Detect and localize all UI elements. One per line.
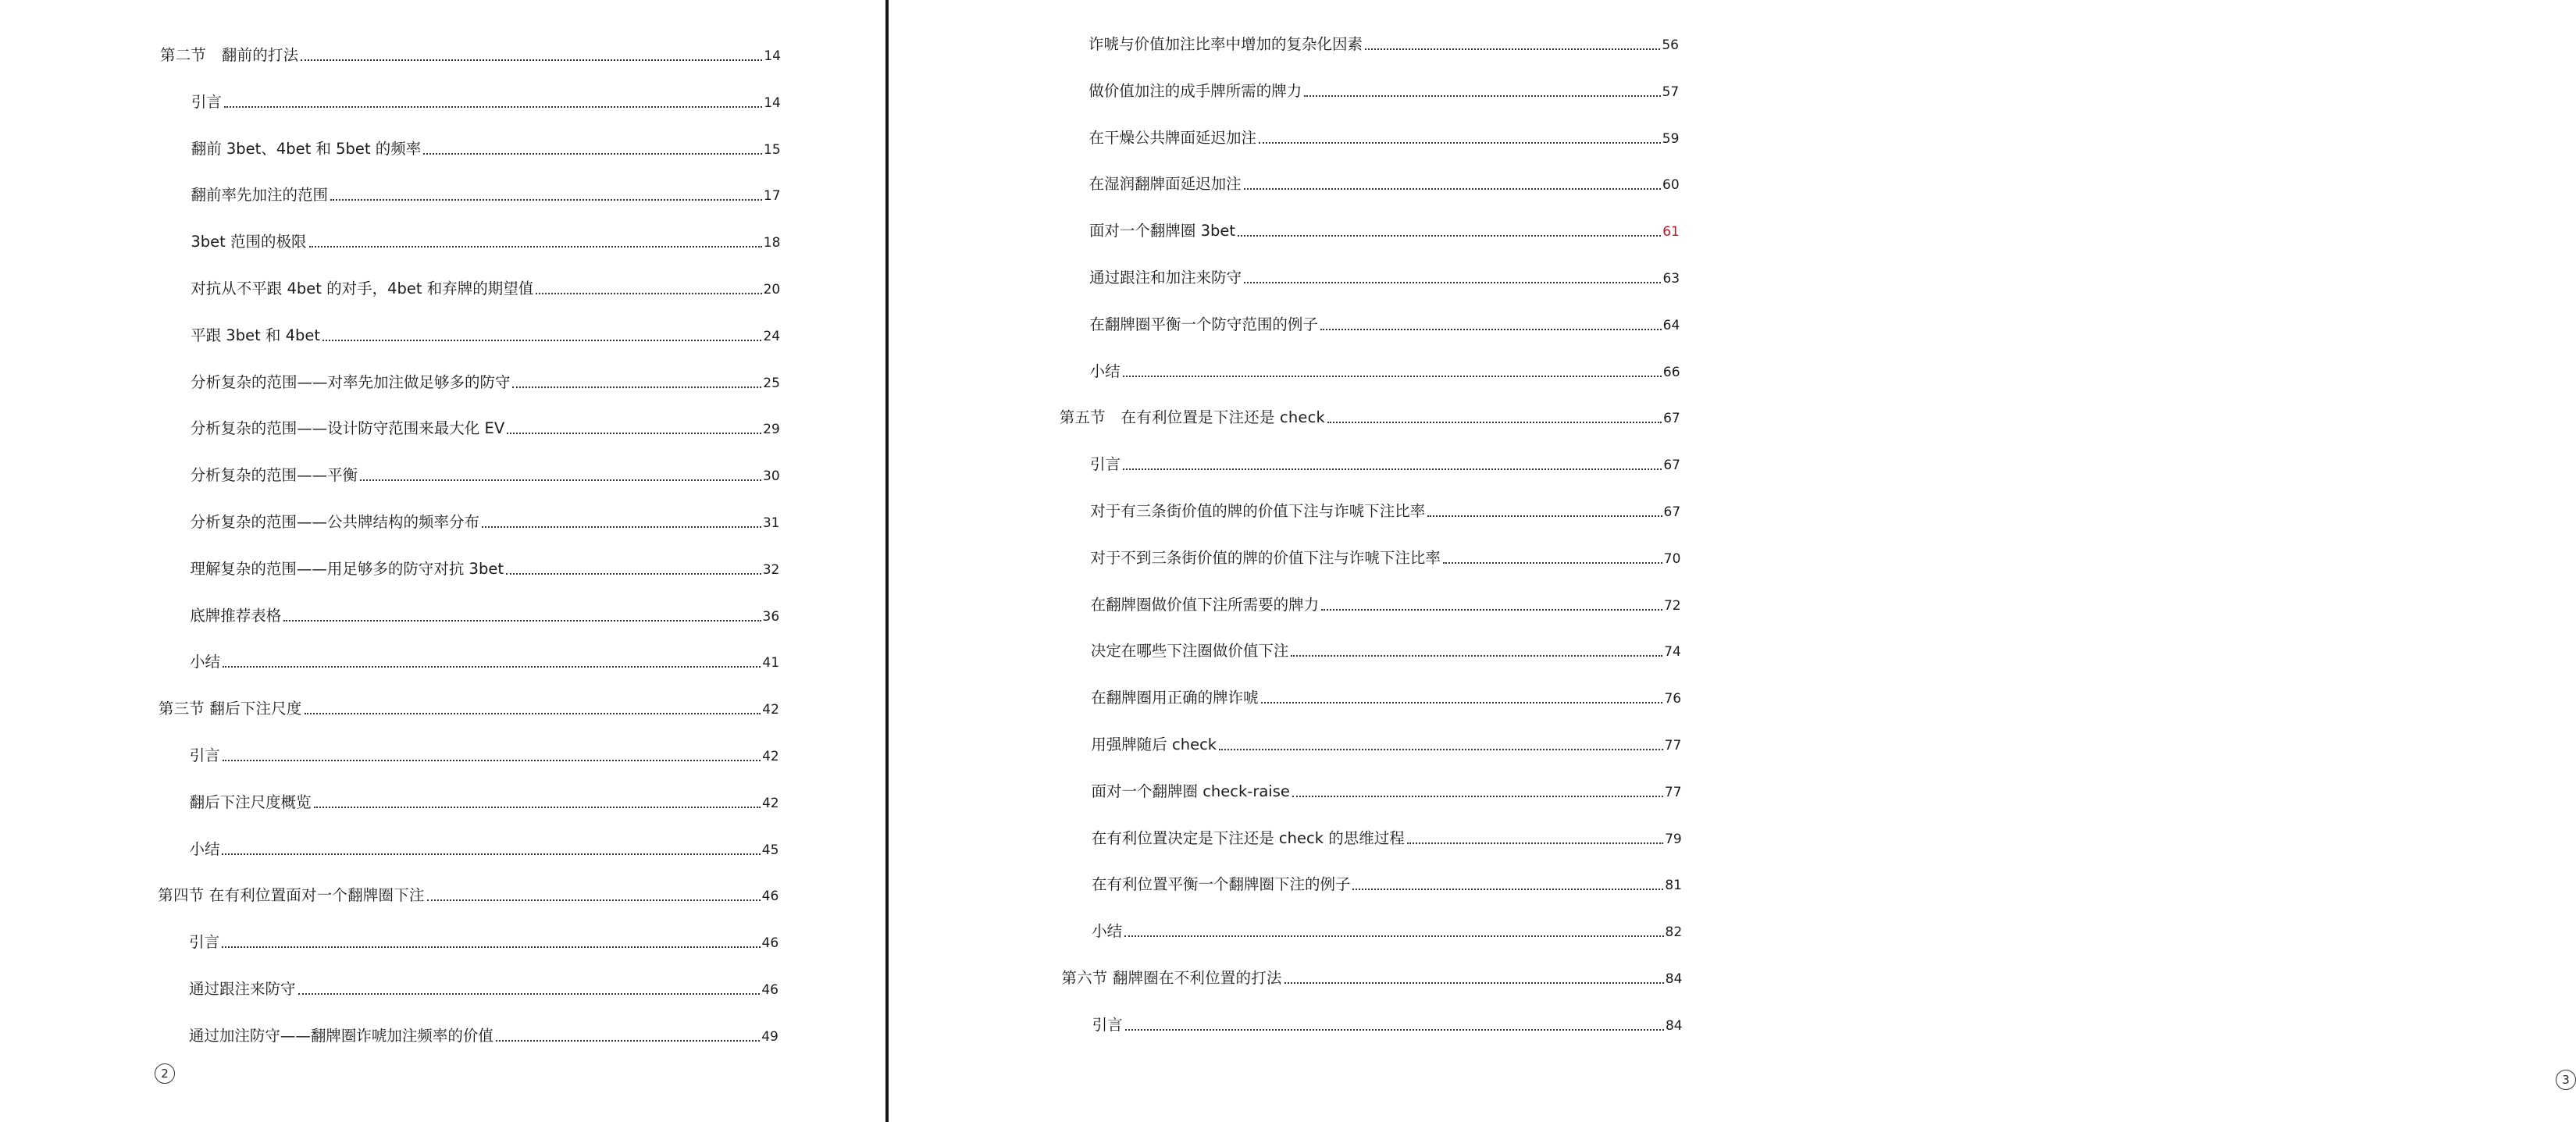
- toc-entry: [191, 512, 780, 533]
- toc-entry-title: 对抗从不平跟 4bet 的对手，4bet 和弃牌的期望值: [191, 280, 534, 297]
- dot-leader: [1124, 935, 1663, 937]
- toc-page-number: 77: [1664, 784, 1682, 800]
- toc-entry: [189, 932, 779, 953]
- dot-leader: [360, 479, 761, 481]
- toc-page-number: 77: [1664, 738, 1682, 753]
- toc-entry-title: 翻前率先加注的范围: [191, 186, 329, 205]
- toc-entry: [1090, 501, 1680, 522]
- toc-entry-title: 翻前 3bet、4bet 和 5bet 的频率: [191, 139, 422, 158]
- toc-page-number: 59: [1662, 130, 1680, 147]
- toc-page-number: 66: [1662, 364, 1680, 380]
- dot-leader: [1352, 889, 1663, 890]
- toc-page-number: 36: [762, 608, 780, 625]
- toc-page-number: 46: [761, 889, 779, 905]
- toc-page-number: 42: [761, 795, 779, 811]
- toc-entry: [1092, 828, 1682, 849]
- dot-leader: [1123, 468, 1662, 470]
- toc-page-number: 49: [761, 1028, 779, 1045]
- toc-page-number: 67: [1663, 458, 1680, 474]
- toc-page-number: 45: [761, 842, 779, 858]
- toc-entry: [191, 279, 780, 299]
- toc-entry-title: 底牌推荐表格: [190, 606, 282, 625]
- toc-entry-title: 小结: [190, 653, 221, 671]
- toc-entry-title: 第四节 在有利位置面对一个翻牌圈下注: [158, 886, 425, 905]
- toc-entry-title: 在翻牌圈做价值下注所需要的牌力: [1090, 595, 1320, 614]
- dot-leader: [506, 573, 761, 575]
- page-number-left: 2: [155, 1063, 175, 1084]
- toc-page-number: 46: [761, 982, 779, 998]
- toc-page-number: 67: [1663, 504, 1681, 520]
- toc-entry-title: 在有利位置决定是下注还是 check 的思维过程: [1091, 828, 1405, 847]
- toc-entry: [1092, 921, 1682, 942]
- toc-page-number: 70: [1663, 550, 1681, 567]
- toc-entry: [1089, 174, 1680, 194]
- toc-section-heading: [1060, 408, 1680, 428]
- toc-page-number: 42: [762, 702, 779, 718]
- dot-leader: [1244, 282, 1661, 283]
- toc-page-number: 30: [763, 468, 780, 485]
- toc-entry-title: 引言: [189, 933, 220, 952]
- dot-leader: [1320, 329, 1662, 330]
- toc-page-number: 18: [763, 235, 781, 251]
- toc-entry-title: 对于有三条街价值的牌的价值下注与诈唬下注比率: [1090, 502, 1426, 520]
- toc-page-number: 14: [764, 94, 781, 111]
- toc-entry-title: 第六节 翻牌圈在不利位置的打法: [1061, 969, 1282, 987]
- toc-entry-title: 引言: [1089, 455, 1121, 474]
- toc-list-left: [0, 0, 885, 1122]
- toc-entry: [1088, 81, 1679, 102]
- toc-entry: [1090, 362, 1680, 382]
- toc-section-heading: [158, 885, 779, 906]
- toc-page-number: 32: [762, 561, 780, 578]
- toc-entry-title: 做价值加注的成手牌所需的牌力: [1088, 81, 1302, 100]
- toc-list-right: [889, 0, 1773, 1122]
- toc-page-number: 57: [1662, 84, 1680, 100]
- toc-entry: [1088, 34, 1679, 55]
- toc-entry: [190, 559, 779, 579]
- dot-leader: [1291, 655, 1662, 657]
- dot-leader: [1219, 749, 1663, 750]
- toc-page-number: 81: [1665, 878, 1682, 894]
- toc-entry-title: 第三节 翻后下注尺度: [158, 700, 302, 718]
- toc-page-number: 17: [763, 188, 781, 205]
- toc-entry-title: 小结: [1089, 362, 1121, 380]
- toc-page-number: 79: [1665, 831, 1682, 847]
- dot-leader: [1238, 235, 1661, 237]
- right-page: [889, 0, 2570, 1122]
- dot-leader: [1443, 562, 1662, 564]
- toc-entry-title: 第二节 翻前的打法: [160, 46, 299, 64]
- toc-entry-title: 理解复杂的范围——用足够多的防守对抗 3bet: [190, 559, 504, 578]
- toc-entry: [191, 139, 781, 159]
- dot-leader: [423, 153, 762, 155]
- toc-entry: [189, 979, 779, 999]
- toc-entry-title: 对于不到三条街价值的牌的价值下注与诈唬下注比率: [1090, 548, 1441, 567]
- toc-page-number: 82: [1665, 924, 1683, 941]
- toc-page-number: 63: [1662, 271, 1680, 287]
- dot-leader: [223, 666, 761, 668]
- dot-leader: [309, 246, 762, 248]
- toc-page-number: 20: [763, 282, 781, 297]
- dot-leader: [223, 760, 761, 761]
- dot-leader: [301, 59, 762, 61]
- toc-page-number: 84: [1665, 1017, 1683, 1034]
- toc-entry: [191, 419, 780, 439]
- toc-entry: [1090, 454, 1680, 475]
- toc-page-number: 42: [762, 749, 779, 764]
- dot-leader: [1327, 422, 1662, 423]
- toc-entry: [190, 746, 779, 766]
- toc-page-number: 41: [762, 655, 780, 671]
- dot-leader: [222, 853, 760, 855]
- toc-entry-title: 面对一个翻牌圈 3bet: [1088, 222, 1236, 240]
- toc-entry-title: 引言: [191, 92, 222, 111]
- dot-leader: [322, 340, 761, 341]
- dot-leader: [314, 807, 761, 808]
- toc-entry-title: 在有利位置平衡一个翻牌圈下注的例子: [1091, 875, 1351, 894]
- toc-entry-title: 在湿润翻牌面延迟加注: [1088, 175, 1242, 194]
- toc-entry: [189, 1026, 779, 1046]
- toc-entry: [190, 652, 779, 672]
- toc-entry-title: 用强牌随后 check: [1091, 736, 1217, 753]
- toc-entry-title: 分析复杂的范围——对率先加注做足够多的防守: [190, 372, 511, 391]
- toc-entry: [1089, 315, 1680, 335]
- toc-page-number: 29: [763, 422, 780, 438]
- toc-entry-title: 引言: [189, 746, 220, 764]
- toc-entry: [191, 92, 781, 112]
- toc-entry-title: 3bet 范围的极限: [191, 233, 307, 251]
- toc-entry-title: 小结: [1092, 922, 1123, 941]
- dot-leader: [1407, 842, 1663, 844]
- toc-entry: [191, 232, 780, 252]
- toc-entry: [1091, 641, 1681, 661]
- toc-entry-title: 小结: [189, 839, 220, 858]
- toc-page-number: 46: [761, 935, 779, 952]
- toc-entry: [191, 465, 780, 486]
- dot-leader: [305, 713, 761, 714]
- toc-page-number: 67: [1663, 411, 1680, 427]
- toc-entry: [1092, 1015, 1683, 1035]
- toc-entry-title: 分析复杂的范围——设计防守范围来最大化 EV: [190, 419, 505, 438]
- toc-page-number: 25: [763, 375, 780, 391]
- page-number-right: 3: [2556, 1070, 2576, 1090]
- toc-page-number: 61: [1662, 224, 1680, 240]
- dot-leader: [1427, 515, 1662, 517]
- toc-entry-title: 诈唬与价值加注比率中增加的复杂化因素: [1088, 35, 1363, 53]
- toc-page-number: 24: [763, 328, 781, 344]
- toc-entry: [1088, 128, 1679, 148]
- toc-section-heading: [1061, 968, 1682, 988]
- toc-entry: [189, 839, 779, 860]
- dot-leader: [283, 620, 761, 622]
- toc-entry: [1090, 548, 1680, 568]
- toc-entry-title: 平跟 3bet 和 4bet: [191, 326, 321, 344]
- toc-entry-title: 通过跟注和加注来防守: [1089, 269, 1242, 287]
- toc-entry-title: 翻后下注尺度概览: [189, 793, 312, 811]
- toc-entry-title: 通过跟注来防守: [189, 980, 296, 998]
- toc-entry: [1089, 221, 1680, 241]
- dot-leader: [496, 1040, 760, 1042]
- toc-page-number: 84: [1665, 971, 1683, 987]
- toc-entry-title: 在翻牌圈平衡一个防守范围的例子: [1089, 315, 1318, 333]
- dot-leader: [1304, 95, 1660, 97]
- toc-entry: [190, 793, 779, 813]
- toc-entry: [191, 326, 780, 346]
- dot-leader: [507, 433, 761, 434]
- toc-entry-title: 在翻牌圈用正确的牌诈唬: [1091, 689, 1259, 707]
- dot-leader: [427, 899, 761, 901]
- toc-entry: [1092, 782, 1682, 802]
- toc-entry-title: 决定在哪些下注圈做价值下注: [1090, 642, 1289, 661]
- dot-leader: [1284, 982, 1664, 984]
- toc-entry-title: 面对一个翻牌圈 check-raise: [1091, 782, 1290, 800]
- dot-leader: [1259, 142, 1661, 144]
- dot-leader: [1321, 609, 1662, 611]
- toc-page-number: 60: [1662, 177, 1680, 194]
- left-page: [0, 0, 885, 1122]
- dot-leader: [224, 106, 762, 108]
- dot-leader: [222, 946, 760, 948]
- toc-section-heading: [160, 45, 781, 66]
- toc-entry: [190, 606, 779, 626]
- toc-entry-title: 第五节 在有利位置是下注还是 check: [1059, 408, 1326, 427]
- toc-entry-title: 通过加注防守——翻牌圈诈唬加注频率的价值: [188, 1026, 493, 1045]
- toc-page-number: 31: [762, 515, 780, 531]
- toc-entry-title: 分析复杂的范围——公共牌结构的频率分布: [190, 513, 480, 531]
- dot-leader: [1261, 702, 1663, 703]
- dot-leader: [1123, 376, 1662, 377]
- toc-page-number: 14: [764, 48, 781, 64]
- toc-page-number: 72: [1663, 597, 1681, 614]
- toc-entry-title: 分析复杂的范围——平衡: [190, 466, 358, 485]
- toc-entry: [1091, 688, 1681, 708]
- dot-leader: [536, 293, 761, 294]
- toc-entry: [1092, 874, 1682, 895]
- dot-leader: [1292, 796, 1663, 797]
- toc-entry: [191, 372, 780, 393]
- toc-page-number: 15: [764, 141, 781, 158]
- toc-entry: [1091, 735, 1681, 755]
- toc-entry-title: 在干燥公共牌面延迟加注: [1088, 128, 1256, 147]
- toc-entry: [1089, 268, 1680, 288]
- toc-section-heading: [159, 699, 779, 719]
- dot-leader: [482, 526, 761, 528]
- toc-entry: [1091, 595, 1681, 615]
- toc-page-number: 74: [1664, 644, 1681, 661]
- toc-page-number: 64: [1662, 317, 1680, 333]
- dot-leader: [1365, 48, 1660, 50]
- dot-leader: [1244, 188, 1661, 190]
- toc-entry-title: 引言: [1092, 1015, 1123, 1034]
- toc-page-number: 56: [1662, 37, 1679, 53]
- dot-leader: [512, 386, 761, 388]
- dot-leader: [298, 993, 761, 995]
- dot-leader: [1125, 1029, 1664, 1031]
- toc-entry: [191, 185, 781, 205]
- toc-page-number: 76: [1664, 691, 1682, 707]
- dot-leader: [330, 199, 762, 201]
